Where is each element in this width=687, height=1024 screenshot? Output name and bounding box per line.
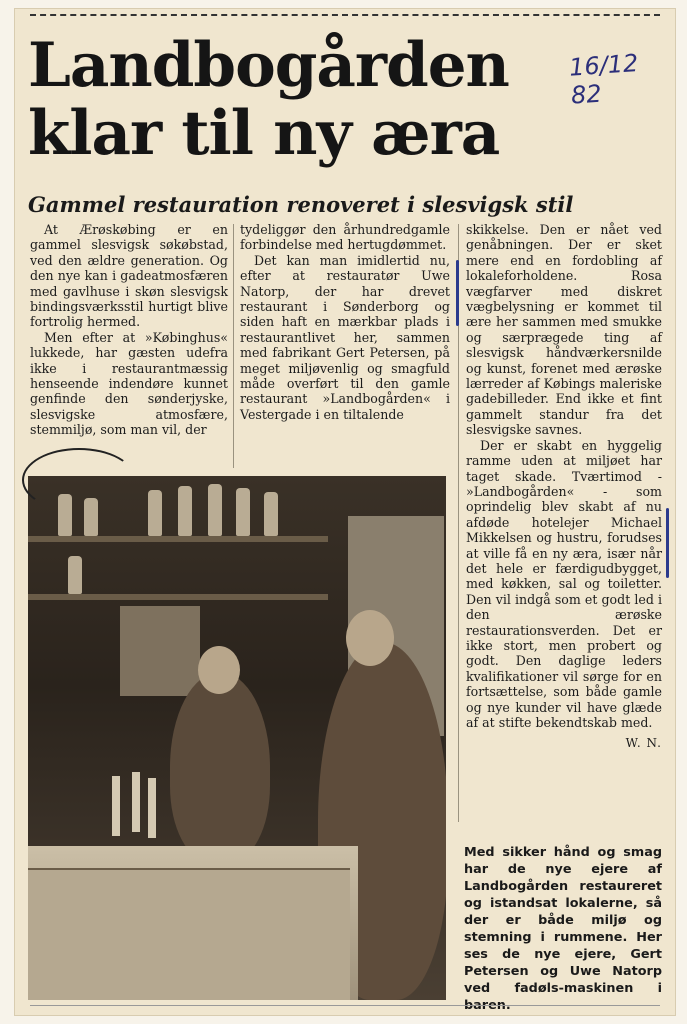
author-signature: W. N. bbox=[625, 736, 662, 751]
bottom-rule bbox=[30, 1005, 660, 1006]
bottle bbox=[68, 556, 82, 594]
column-divider bbox=[233, 224, 234, 468]
subheadline: Gammel restauration renoveret i slesvigsk stil bbox=[28, 192, 574, 217]
beer-tap bbox=[148, 778, 156, 838]
shelf bbox=[28, 594, 328, 600]
column-1-paragraph-1: At Ærøskøbing er en gammel slesvigsk søkøbstad, ved den ældre generation. Og den nye kan i gadeatmosfæren med gavlhuse i skøn slesvigsk bindingsværksstil hurtigt blive fortrolig hermed. bbox=[30, 222, 228, 330]
column-1-paragraph-2: Men efter at »Købinghus« lukkede, har gæsten udefra ikke i restaurantmæssig henseende indendøre kunnet genfinde den sønderjyske, slesvigske atmosfære, stemmiljø, som man vil, der bbox=[30, 329, 228, 438]
article-column-1 bbox=[30, 222, 228, 438]
beer-tap bbox=[132, 772, 140, 832]
column-3-paragraph-2: Der er skabt en hyggelig ramme uden at miljøet har taget skade. Tværtimod - »Landbogården« - som oprindelig blev skabt af nu afdøde hotelejer Michael Mikkelsen og hustru, forudses at ville få en ny æra, især når det hele er færdigudbygget, med køkken, sal og toiletter. Den vil indgå som et godt led i den ærøske restaurationsverden. Det er ikke stort, men probert og godt. Den daglige leders kvalifikationer vil sørge for en fortsættelse, som både gamle og nye kunder vil have glæde af at stifte bekendtskab med. bbox=[466, 437, 662, 730]
column-2-paragraph-1: tydeliggør den århundredgamle forbindelse med hertugdømmet. bbox=[240, 222, 450, 253]
photo-caption: Med sikker hånd og smag har de nye ejere af Landbogården restaureret og istandsat lokalerne, så der er både miljø og stemning i rummene. Her ses de nye ejere, Gert Petersen og Uwe Natorp ved fadøls-maskinen i baren. bbox=[464, 845, 662, 1013]
pen-margin-mark bbox=[666, 508, 669, 578]
face-right bbox=[346, 610, 394, 666]
bottle bbox=[264, 492, 278, 536]
column-3-paragraph-1: skikkelse. Den er nået ved genåbningen. Der er sket mere end en fordobling af lokaleforholdene. Rosa vægfarver med diskret vægbelysning er kommet til ære her sammen med smukke og særprægede ting af slesvigsk håndværkersnilde og kunst, forenet med ærøske lærreder af Købings maleriske gadebilleder. End ikke et fint gammelt standur fra det slesvigske savnes. bbox=[466, 222, 662, 438]
headline-line-1: Landbogården bbox=[28, 30, 509, 101]
person-left bbox=[170, 672, 270, 862]
newspaper-clipping bbox=[14, 8, 676, 1016]
bar-counter-front bbox=[28, 868, 350, 1000]
bottle bbox=[178, 486, 192, 536]
shelf bbox=[28, 536, 328, 542]
article-column-2 bbox=[240, 222, 450, 422]
bottle bbox=[148, 490, 162, 536]
bar-photo bbox=[28, 476, 446, 1000]
beer-tap bbox=[112, 776, 120, 836]
bottle bbox=[208, 484, 222, 536]
handwritten-date: 16/12 82 bbox=[568, 48, 640, 110]
headline-line-2: klar til ny æra bbox=[28, 98, 500, 169]
cabinet bbox=[120, 606, 200, 696]
article-column-3 bbox=[466, 222, 662, 752]
column-2-paragraph-2: Det kan man imidlertid nu, efter at restauratør Uwe Natorp, der har drevet restaurant i Sønderborg og siden haft en mærkbar plads i restaurantlivet her, sammen med fabrikant Gert Petersen, på meget miljøvenlig og smagfuld måde overført til den gamle restaurant »Landbogården« i Vestergade i en tiltalende bbox=[240, 252, 450, 422]
top-rule bbox=[30, 14, 660, 16]
headline bbox=[28, 32, 588, 168]
pen-circle-mark bbox=[22, 448, 136, 512]
pen-margin-mark bbox=[456, 260, 459, 326]
face-left bbox=[198, 646, 240, 694]
bottle bbox=[236, 488, 250, 536]
